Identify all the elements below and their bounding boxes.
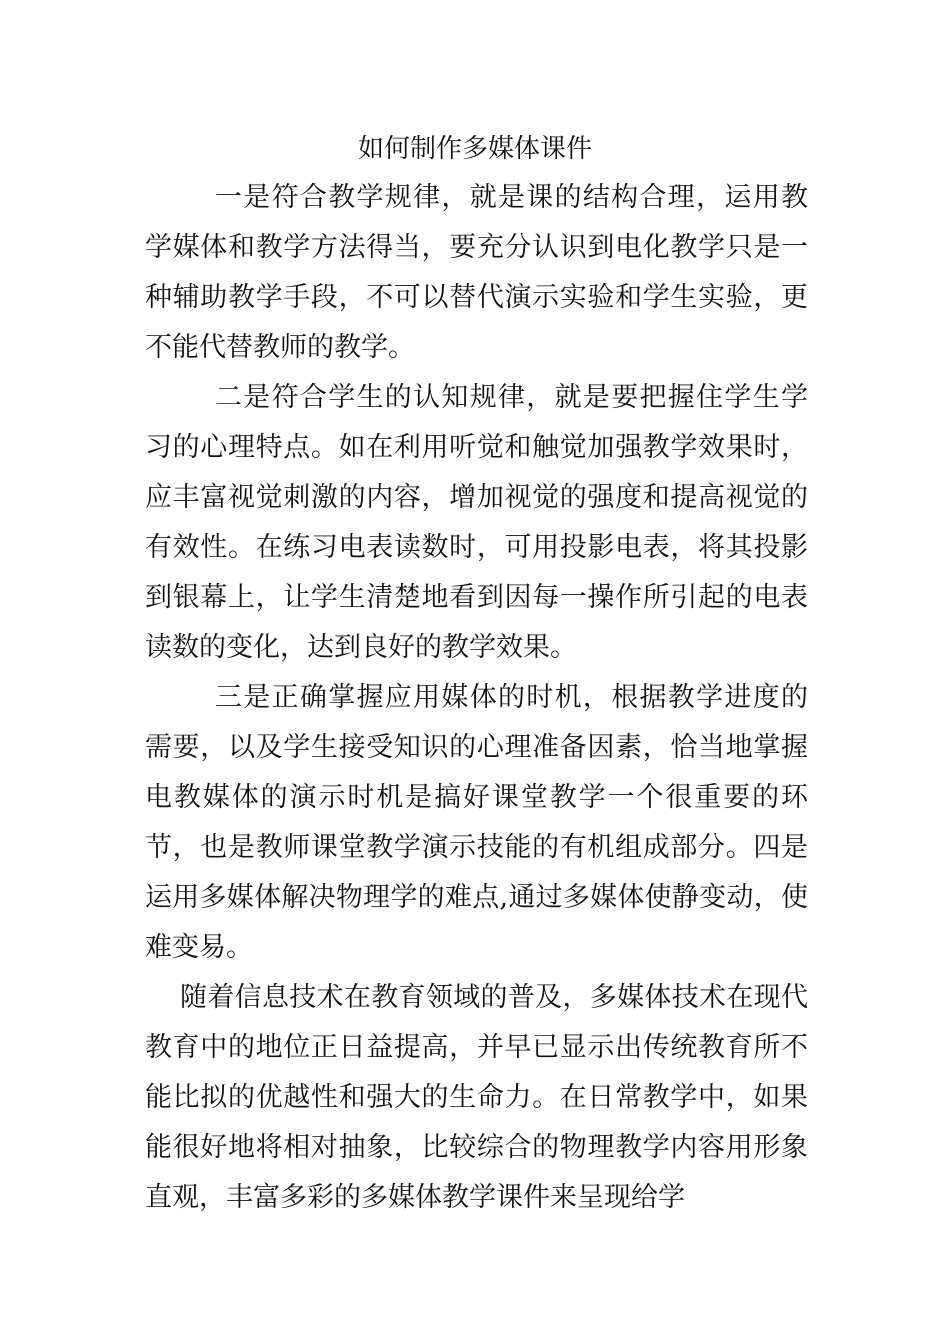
paragraph-4: 随着信息技术在教育领域的普及，多媒体技术在现代教育中的地位正日益提高，并早已显示出传统教育所不能比拟的优越性和强大的生命力。在日常教学中，如果能很好地将相对抽象，比较综合的物理教学内容用形象直观，丰富多彩的多媒体教学课件来呈现给学 — [145, 982, 808, 1213]
paragraph-2: 二是符合学生的认知规律，就是要把握住学生学习的心理特点。如在利用听觉和触觉加强教学效果时，应丰富视觉刺激的内容，增加视觉的强度和提高视觉的有效性。在练习电表读数时，可用投影电表，将其投影到银幕上，让学生清楚地看到因每一操作所引起的电表读数的变化，达到良好的教学效果。 — [145, 382, 808, 663]
document-title: 如何制作多媒体课件 — [357, 134, 592, 164]
paragraph-1: 一是符合教学规律，就是课的结构合理，运用教学媒体和教学方法得当，要充分认识到电化教学只是一种辅助教学手段，不可以替代演示实验和学生实验，更不能代替教师的教学。 — [145, 182, 808, 363]
paragraph-3: 三是正确掌握应用媒体的时机，根据教学进度的需要，以及学生接受知识的心理准备因素，恰当地掌握电教媒体的演示时机是搞好课堂教学一个很重要的环节，也是教师课堂教学演示技能的有机组成部分。四是运用多媒体解决物理学的难点,通过多媒体使静变动，使难变易。 — [145, 682, 808, 963]
